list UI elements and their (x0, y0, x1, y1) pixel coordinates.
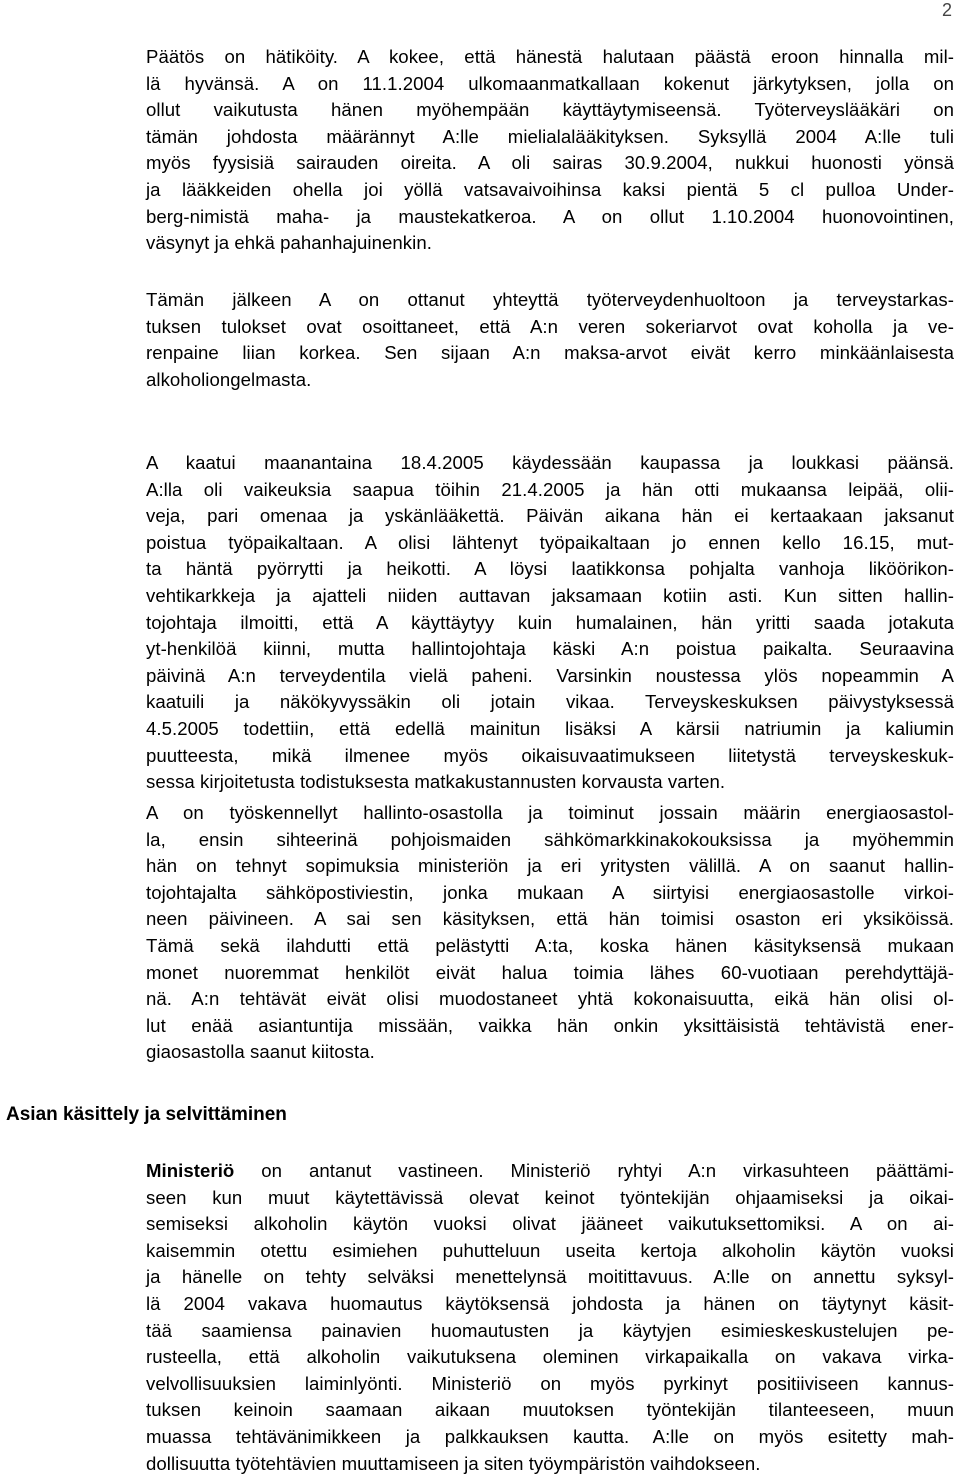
paragraph-line: lä 2004 vakava huomautus käytöksensä johdosta ja hänen on täytynyt käsit- (146, 1292, 954, 1314)
paragraph-line: lut enää asiantuntija missään, vaikka hän onkin yksittäisistä tehtävistä ener- (146, 1014, 954, 1036)
paragraph-line: tuksen keinoin saamaan aikaan muutoksen työntekijän tilanteeseen, muun (146, 1399, 954, 1421)
paragraph-line: A kaatui maanantaina 18.4.2005 käydessään kaupassa ja loukkasi päänsä. (146, 452, 954, 473)
paragraph-5 (146, 1158, 954, 1477)
paragraph-line: tojohtaja ilmoitti, että A käyttäytyy kuin humalainen, hän yritti saada jotakuta (146, 611, 954, 633)
first-line-rest: on antanut vastineen. Ministeriö ryhtyi A:n virkasuhteen päättämi- (234, 1160, 954, 1181)
paragraph-line: kaisemmin otettu esimiehen puhutteluun useita kertoja alkoholin käytön vuoksi (146, 1239, 954, 1261)
paragraph-line: ja hänelle on tehty selväksi menettelynsä moitittavuus. A:lle on annettu syksyl- (146, 1266, 954, 1288)
paragraph-line: monet nuoremmat henkilöt eivät halua toimia lähes 60-vuotiaan perehdyttäjä- (146, 961, 954, 983)
paragraph-1 (146, 44, 954, 257)
paragraph-line: tuksen tulokset ovat osoittaneet, että A:n veren sokeriarvot ovat koholla ja ve- (146, 315, 954, 337)
paragraph-line: giaosastolla saanut kiitosta. (146, 1041, 375, 1063)
paragraph-line: rusteella, että alkoholin vaikutuksena oleminen virkapaikalla on vakava virka- (146, 1346, 954, 1368)
paragraph-line: Päätös on hätiköity. A kokee, että hänestä halutaan päästä eroon hinnalla mil- (146, 46, 954, 67)
paragraph-line: vehtikarkkeja ja ajatteli niiden auttavan jaksamaan kotiin asti. Kun sitten hallin- (146, 584, 954, 606)
paragraph-line: ja lääkkeiden ohella joi yöllä vatsavaivoihinsa kaksi pientä 5 cl pulloa Under- (146, 178, 954, 200)
paragraph-line: päivinä A:n terveydentila vielä paheni. Varsinkin noustessa ylös nopeammin A (146, 664, 954, 686)
page-number: 2 (941, 0, 952, 20)
paragraph-line: ollut vaikutusta hänen myöhempään käyttäytymiseensä. Työterveyslääkäri on (146, 99, 954, 121)
paragraph-line: veja, pari omenaa ja yskänlääkettä. Päivän aikana hän ei kertaakaan jaksanut (146, 505, 954, 527)
paragraph-line: poistua työpaikaltaan. A olisi lähtenyt työpaikaltaan jo ennen kello 16.15, mut- (146, 531, 954, 553)
paragraph-line: velvollisuuksien laiminlyönti. Ministeriö on myös pyrkinyt positiiviseen kannus- (146, 1372, 954, 1394)
paragraph-line: semiseksi alkoholin käytön vuoksi olivat jääneet vaikutuksettomiksi. A on ai- (146, 1213, 954, 1235)
paragraph-line: berg-nimistä maha- ja maustekatkeroa. A on ollut 1.10.2004 huonovointinen, (146, 205, 954, 227)
paragraph-line: myös fyysisiä sairauden oireita. A oli sairas 30.9.2004, nukkui huonosti yönsä (146, 152, 954, 174)
paragraph-line: renpaine liian korkea. Sen sijaan A:n maksa-arvot eivät kerro minkäänlaisesta (146, 342, 954, 364)
section-heading: Asian käsittely ja selvittäminen (6, 1104, 287, 1125)
paragraph-3 (146, 450, 954, 796)
paragraph-line: alkoholiongelmasta. (146, 368, 312, 390)
paragraph-line: väsynyt ja ehkä pahanhajuinenkin. (146, 232, 432, 254)
paragraph-line: lä hyvänsä. A on 11.1.2004 ulkomaanmatkallaan kokenut järkytyksen, jolla on (146, 72, 954, 94)
paragraph-line: Tämä sekä ilahdutti että pelästytti A:ta, koska hänen käsityksensä mukaan (146, 934, 954, 956)
lead-bold-text: Ministeriö (146, 1160, 235, 1181)
paragraph-line: tämän johdosta määrännyt A:lle mielialalääkityksen. Syksyllä 2004 A:lle tuli (146, 125, 954, 147)
paragraph-line: 4.5.2005 todettiin, että edellä mainitun lisäksi A kärsii natriumin ja kaliumin (146, 717, 954, 739)
paragraph-line: A on työskennellyt hallinto-osastolla ja toiminut jossain määrin energiaosastol- (146, 802, 954, 823)
paragraph-line: ta häntä pyörrytti ja heikotti. A löysi laatikkonsa pohjalta vanhoja liköörikon- (146, 558, 954, 580)
paragraph-line (146, 1158, 954, 1185)
paragraph-line: nä. A:n tehtävät eivät olisi muodostaneet yhtä kokonaisuutta, eikä hän olisi ol- (146, 988, 954, 1010)
paragraph-line: sessa kirjoitetusta todistuksesta matkakustannusten korvausta varten. (146, 771, 726, 793)
paragraph-line: tojohtajalta sähköpostiviestin, jonka mukaan A siirtyisi energiaosastolle virkoi- (146, 881, 954, 903)
paragraph-line: neen päivineen. A sai sen käsityksen, että hän toimisi osaston eri yksiköissä. (146, 908, 954, 930)
paragraph-line: Tämän jälkeen A on ottanut yhteyttä työterveydenhuoltoon ja terveystarkas- (146, 289, 954, 310)
paragraph-line: tää saamiensa painavien huomautusten ja käytyjen esimieskeskustelujen pe- (146, 1319, 954, 1341)
paragraph-line: A:lla oli vaikeuksia saapua töihin 21.4.2005 ja hän otti mukaansa leipää, olii- (146, 478, 954, 500)
paragraph-line: hän on tehnyt sopimuksia ministeriön ja eri yritysten välillä. A on saanut hallin- (146, 855, 954, 877)
paragraph-line: muassa tehtävänimikkeen ja palkkauksen kautta. A:lle on myös esitetty mah- (146, 1425, 954, 1447)
paragraph-line: yt-henkilöä kiinni, mutta hallintojohtaja käski A:n poistua paikalta. Seuraavina (146, 638, 954, 660)
paragraph-line: puutteesta, mikä ilmenee myös oikaisuvaatimukseen liitetystä terveyskeskuk- (146, 744, 954, 766)
paragraph-line: kaatuili ja näkökyvyssäkin oli jotain vikaa. Terveyskeskuksen päivystyksessä (146, 691, 954, 713)
paragraph-4 (146, 800, 954, 1066)
paragraph-line: dollisuutta työtehtävien muuttamiseen ja siten työympäristön vaihdokseen. (146, 1452, 761, 1474)
paragraph-2 (146, 287, 954, 393)
paragraph-line: seen kun muut käytettävissä olevat keinot työntekijän ohjaamiseksi ja oikai- (146, 1186, 954, 1208)
paragraph-5-lines (146, 1185, 954, 1478)
paragraph-line: la, ensin sihteerinä pohjoismaiden sähkömarkkinakokouksissa ja myöhemmin (146, 828, 954, 850)
